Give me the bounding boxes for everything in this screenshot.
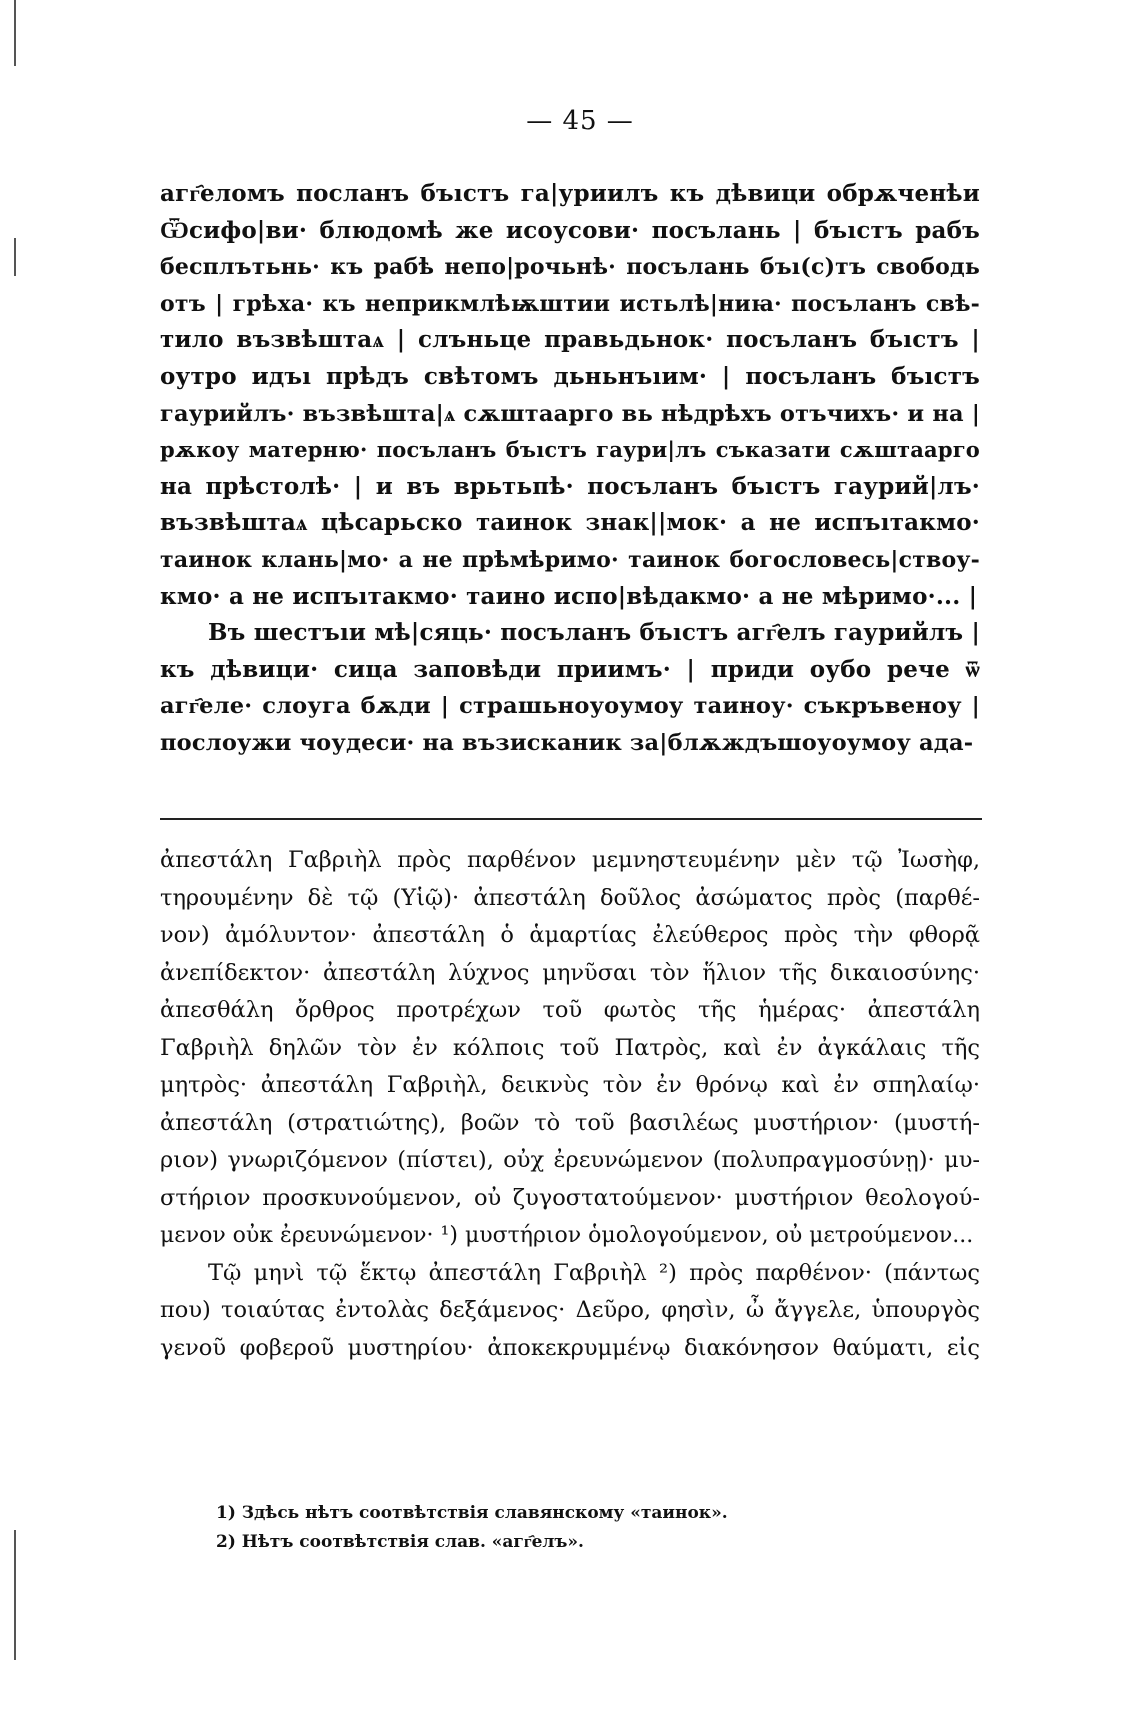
section-divider [160,818,982,820]
greek-line: ριον) γνωριζόμενον (πίστει), οὐχ ἐρευνώμενον (πολυπραγμοσύνῃ)· μυ- [160,1147,980,1173]
slavonic-line: рѫкоу матерню· посъланъ бъıстъ гаури|лъ съказати сѫштаарго [160,437,980,463]
slavonic-line: оутро идъı прѣдъ свѣтомъ дьньнъıим· | посъланъ бъıстъ [160,362,980,390]
church-slavonic-text-block [160,176,980,762]
greek-line: Γαβριὴλ δηλῶν τὸν ἐν κόλποις τοῦ Πατρὸς, καὶ ἐν ἀγκάλαις τῆς [160,1034,980,1061]
footnote: 2) Нѣтъ соотвѣтствія слав. «агг҄елъ». [216,1532,584,1552]
slavonic-line: къ дѣвици· сица заповѣди приимъ· | приди оубо рече ѿ [160,655,980,683]
slavonic-line: Ѿсифо|ви· блюдомѣ же исоусови· посълань | бъıстъ рабъ [160,216,980,244]
slavonic-line: послоужи чоудеси· на възисканик за|блѫждъшоуоумоу ада- [160,729,974,756]
slavonic-line: агг҄еломъ посланъ бъıстъ га|уриилъ къ дѣвици обрѫченѣи [160,180,980,207]
scan-edge-mark-middle [14,238,16,276]
greek-line: γενοῦ φοβεροῦ μυστηρίου· ἀποκεκρυμμένῳ διακόνησον θαύματι, εἰς [160,1334,980,1361]
slavonic-line: кмо· а не испъıтакмо· таино испо|вѣдакмо· а не мѣримо·... | [160,582,978,610]
slavonic-line: Въ шестъıи мѣ|сяць· посъланъ бъıстъ агг҄елъ гаурийлъ | [208,619,981,647]
footnote: 1) Здѣсь нѣтъ соотвѣтствія славянскому «таинок». [216,1503,728,1523]
greek-line: Τῷ μηνὶ τῷ ἕκτῳ ἀπεστάλη Γαβριὴλ ²) πρὸς παρθένον· (πάντως [208,1259,980,1286]
slavonic-line: таинок клань|мо· а не прѣмѣримо· таинок богословесь|ствоу- [160,546,980,573]
greek-line: ἀπεσθάλη ὄρθρος προτρέχων τοῦ φωτὸς τῆς ἡμέρας· ἀπεστάλη [160,997,980,1023]
slavonic-line: на прѣстолѣ· | и въ врьтьпѣ· посъланъ бъıстъ гаурий|лъ· [160,472,980,500]
scan-edge-mark-bottom [14,1530,16,1660]
greek-line: ἀνεπίδεκτον· ἀπεστάλη λύχνος μηνῦσαι τὸν ἥλιον τῆς δικαιοσύνης· [160,959,980,986]
greek-text-block [160,842,980,1367]
greek-line: ἀπεστάλη (στρατιώτης), βοῶν τὸ τοῦ βασιλέως μυστήριον· (μυστή- [160,1109,980,1136]
slavonic-line: отъ | грѣха· къ неприкмлѣѭштии истьлѣ|ниꙗ· посъланъ свѣ- [160,290,980,317]
scan-edge-mark-top [14,0,16,66]
slavonic-line: бесплътьнь· къ рабѣ непо|рочьнѣ· посълань бъı(с)тъ свободь [160,254,980,281]
slavonic-line: агг҄еле· слоуга бѫди | страшьноуоумоу таиноу· съкръвеноу | [160,693,980,720]
slavonic-line: възвѣштаѧ цѣсарьско таинок знак||мок· а не испъıтакмо· [160,509,980,537]
greek-line: νον) ἀμόλυντον· ἀπεστάλη ὁ ἁμαρτίας ἐλεύθερος πρὸς τὴν φθορᾷ [160,922,980,948]
page-number: — 45 — [526,106,634,136]
slavonic-line: гаурийлъ· възвѣшта|ѧ сѫштаарго вь нѣдрѣхъ отъчихъ· и на | [160,400,981,427]
greek-line: μητρὸς· ἀπεστάλη Γαβριὴλ, δεικνὺς τὸν ἐν θρόνῳ καὶ ἐν σπηλαίῳ· [160,1072,980,1098]
greek-line: ἀπεστάλη Γαβριὴλ πρὸς παρθένον μεμνηστευμένην μὲν τῷ Ἰωσὴφ, [160,847,980,873]
greek-line: στήριον προσκυνούμενον, οὐ ζυγοστατούμενον· μυστήριον θεολογού- [160,1184,980,1211]
greek-line: μενον οὐκ ἐρευνώμενον· ¹) μυστήριον ὁμολογούμενον, οὐ μετρούμενον... [160,1223,974,1248]
footnotes [216,1499,976,1557]
greek-line: τηρουμένην δὲ τῷ (Υἱῷ)· ἀπεστάλη δοῦλος ἀσώματος πρὸς (παρθέ- [160,884,980,911]
greek-line: που) τοιαύτας ἐντολὰς δεξάμενος· Δεῦρο, φησὶν, ὦ ἄγγελε, ὑπουργὸς [160,1297,980,1323]
slavonic-line: тило възвѣштаѧ | слъньце правьдьнок· посъланъ бъıстъ | [160,326,980,354]
